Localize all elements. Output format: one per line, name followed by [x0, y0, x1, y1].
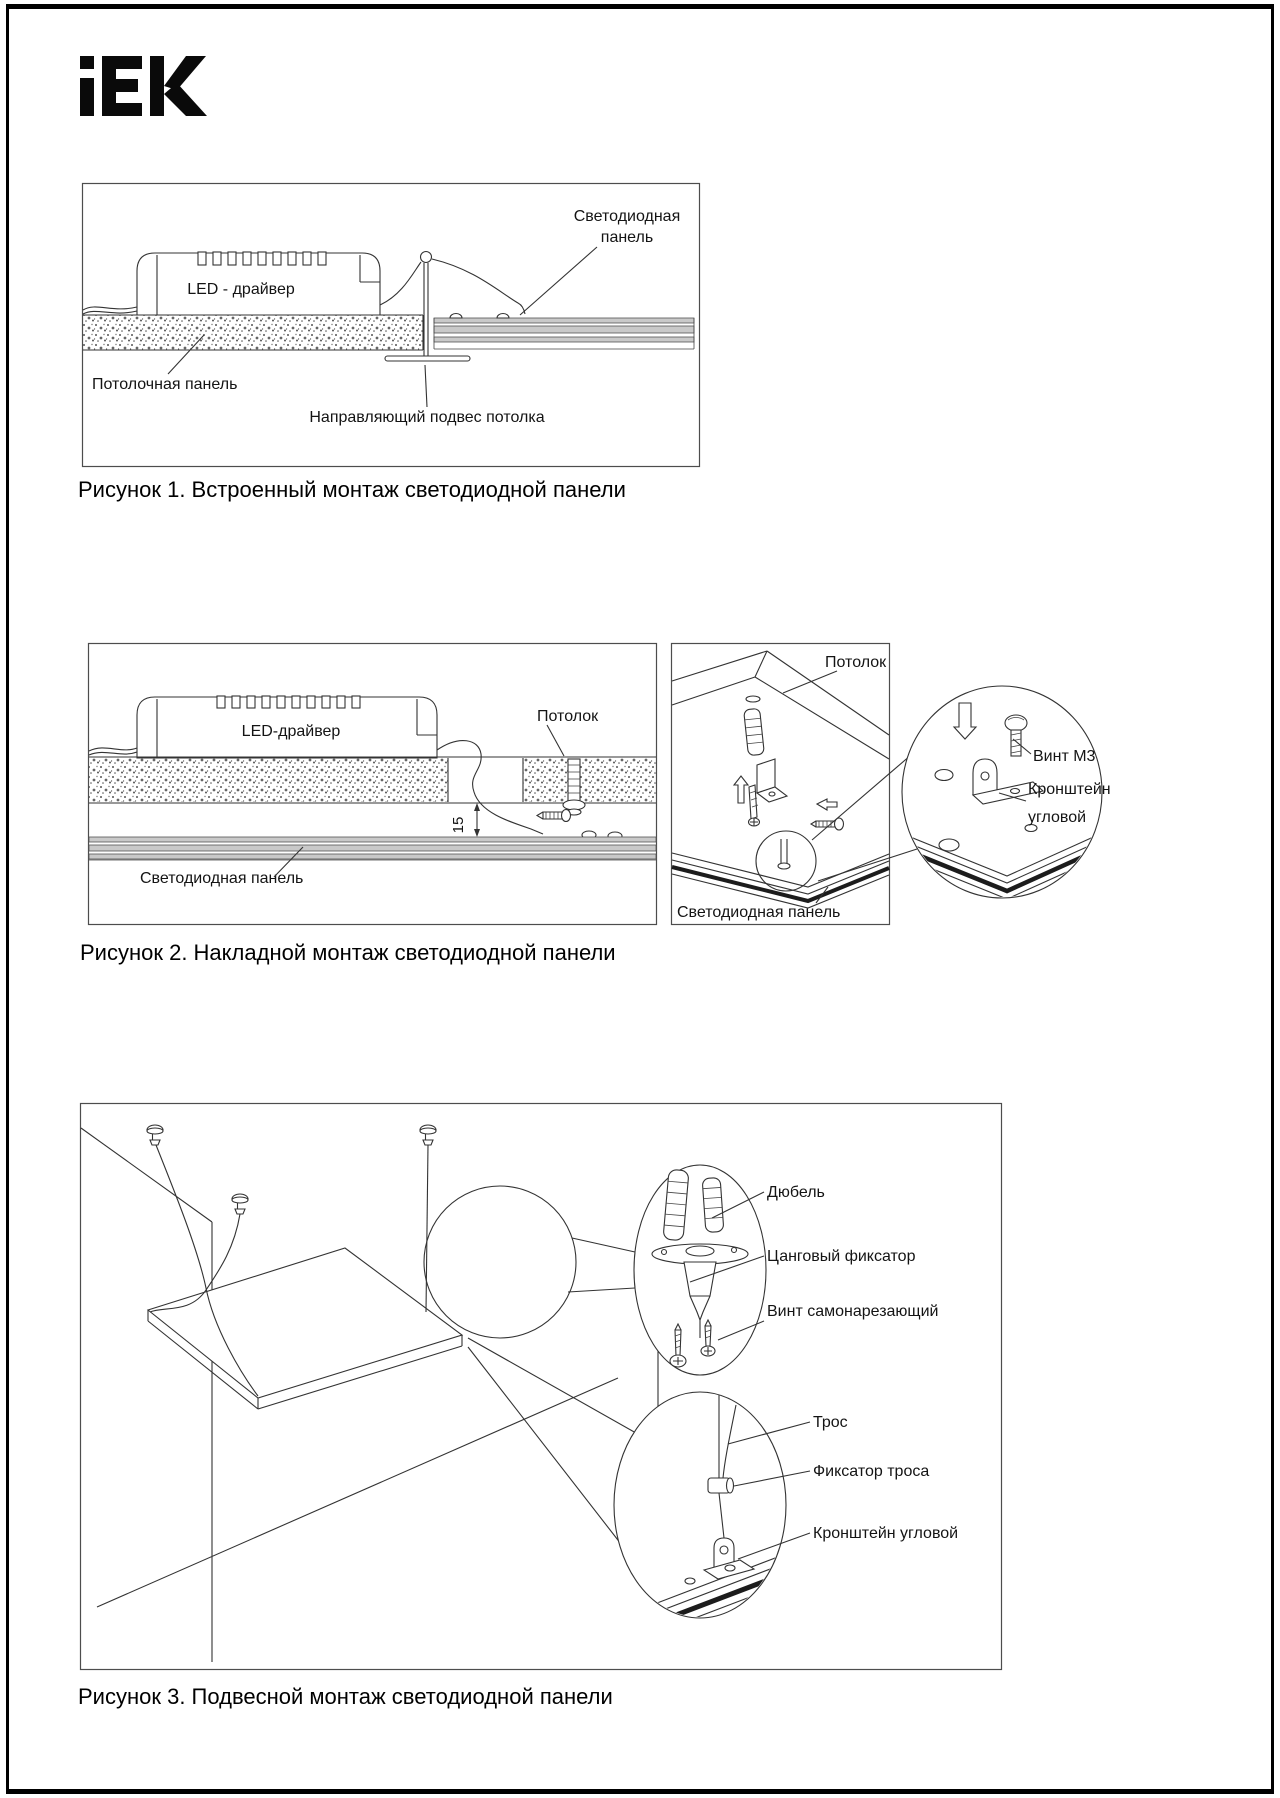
corner-bracket-label: Кронштейн — [1028, 781, 1111, 798]
led-driver — [137, 696, 437, 758]
led-driver-label: LED - драйвер — [187, 281, 295, 298]
screw-m3-label: Винт М3 — [1033, 748, 1096, 765]
driver-vent-slots — [198, 252, 326, 265]
self-tapping-screw-label: Винт самонарезающий — [767, 1303, 939, 1320]
ceiling-guide-label: Направляющий подвес потолка — [309, 409, 545, 426]
led-panel-label: Светодиодная панель — [677, 904, 841, 921]
ceiling-panel-section — [83, 315, 423, 350]
drill-hole — [746, 696, 760, 702]
figure-1-caption: Рисунок 1. Встроенный монтаж светодиодной панели — [78, 477, 626, 502]
figure-2-detail-balloon — [902, 686, 1111, 899]
figure-3-suspended-mounting — [78, 1100, 1005, 1675]
led-panel-label: Светодиодная панель — [140, 870, 304, 887]
figure-3-caption: Рисунок 3. Подвесной монтаж светодиодной панели — [78, 1684, 613, 1709]
gap-dimension-value: 15 — [450, 816, 467, 834]
logo-letterforms — [80, 56, 207, 116]
figure-2-isometric-view — [672, 644, 890, 925]
cable-label: Трос — [813, 1414, 848, 1431]
ceiling-panel-label: Потолочная панель — [92, 376, 238, 393]
led-panel-label: панель — [600, 229, 654, 246]
ceiling-label: Потолок — [825, 654, 887, 671]
figure-2-surface-mounting — [75, 635, 1205, 935]
brand-logo-icon — [80, 56, 207, 116]
figure-2-caption: Рисунок 2. Накладной монтаж светодиодной панели — [80, 940, 616, 965]
corner-bracket-label: Кронштейн угловой — [813, 1525, 959, 1542]
figure-2-side-view — [89, 644, 657, 925]
dowel-icon — [702, 1177, 724, 1232]
cable-lock-label: Фиксатор троса — [813, 1463, 930, 1480]
led-panel — [89, 837, 656, 860]
cable-lock — [708, 1478, 734, 1493]
led-driver-label: LED-драйвер — [241, 723, 341, 740]
figure-frame — [81, 1104, 1002, 1670]
led-panel-label: Светодиодная — [573, 208, 681, 225]
figure-3-top-detail — [634, 1165, 766, 1375]
corner-bracket-label: угловой — [1028, 809, 1087, 826]
led-driver — [137, 252, 380, 315]
dowel-label: Дюбель — [767, 1184, 825, 1201]
ceiling-label: Потолок — [537, 708, 599, 725]
figure-1-recessed-mounting — [82, 183, 700, 467]
collet-lock-label: Цанговый фиксатор — [767, 1248, 916, 1265]
